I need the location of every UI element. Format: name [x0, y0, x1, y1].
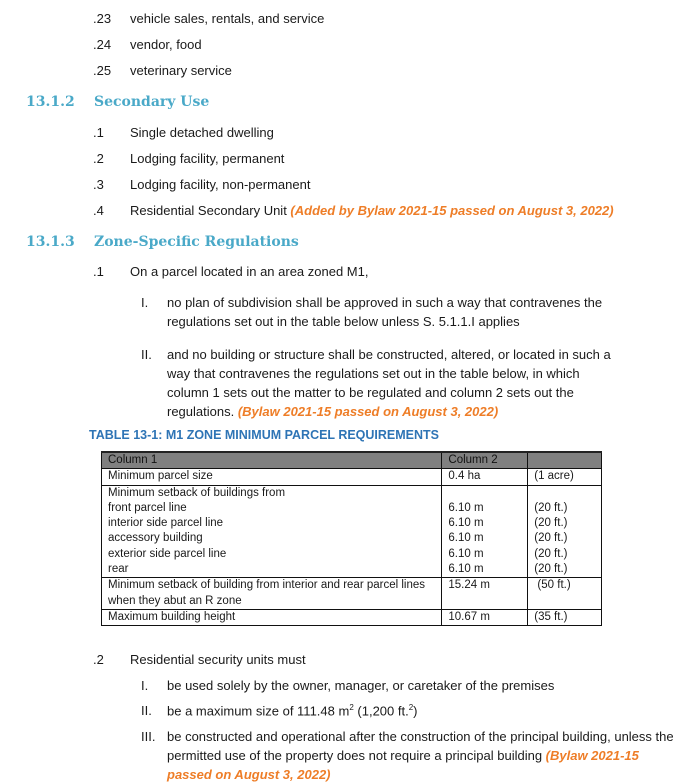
table-row [102, 485, 602, 501]
clause-text: On a parcel located in an area zoned M1, [130, 264, 369, 279]
column-header: Column 1 [102, 452, 442, 469]
roman-numeral: II. [141, 347, 152, 362]
table-row [102, 562, 602, 578]
table-row [102, 578, 602, 610]
list-number: .25 [93, 63, 112, 78]
list-item: veterinary service [130, 63, 232, 78]
sub-clause-body: and no building or structure shall be constructed, altered, or located in such a way that contravenes the regulations set out in the table below, in which column 1 sets out the matter to be regulated and column 2 sets out the regulations. [167, 347, 611, 419]
sub-clause-text [167, 345, 612, 421]
size-metric: be a maximum size of 111.48 m [167, 703, 350, 719]
section-number: 13.1.2 [26, 94, 75, 110]
list-item: Lodging facility, permanent [130, 151, 285, 166]
metric-value: 15.24 m [442, 578, 528, 610]
list-item [130, 203, 614, 218]
amendment-note: (Bylaw 2021-15 passed on August 3, 2022) [237, 404, 499, 419]
section-number: 13.1.3 [26, 234, 75, 250]
column-header: Column 2 [442, 452, 528, 469]
section-title: Zone-Specific Regulations [94, 234, 299, 250]
row-label: Minimum setback of buildings from [102, 485, 442, 501]
roman-numeral: I. [141, 678, 149, 693]
parcel-requirements-table [101, 451, 602, 626]
item-text: Residential Secondary Unit [130, 203, 291, 218]
metric-value: 0.4 ha [442, 469, 528, 485]
sub-clause-text [167, 703, 418, 718]
column-header-blank [528, 452, 602, 469]
imperial-value: (20 ft.) [528, 516, 602, 531]
table-row [102, 469, 602, 485]
table-header-row [102, 452, 602, 469]
clause-number: .2 [93, 652, 104, 667]
list-number: .2 [93, 151, 104, 166]
clause-text: Residential security units must [130, 652, 306, 667]
sub-clause-text: be used solely by the owner, manager, or caretaker of the premises [167, 678, 555, 693]
section-title: Secondary Use [94, 94, 210, 110]
amendment-note: (Added by Bylaw 2021-15 passed on August 3, 2022) [290, 203, 614, 218]
metric-value: 6.10 m [442, 547, 528, 562]
row-label: accessory building [102, 531, 442, 546]
metric-value: 6.10 m [442, 501, 528, 516]
amendment-note: (Bylaw 2021-15 passed on August 3, 2022) [167, 748, 639, 782]
imperial-value [528, 485, 602, 501]
list-item: Single detached dwelling [130, 125, 274, 140]
metric-value: 6.10 m [442, 516, 528, 531]
table-row [102, 609, 602, 625]
row-label: front parcel line [102, 501, 442, 516]
imperial-value: (20 ft.) [528, 562, 602, 578]
list-number: .4 [93, 203, 104, 218]
row-label: interior side parcel line [102, 516, 442, 531]
imperial-value: (1 acre) [528, 469, 602, 485]
row-label: Maximum building height [102, 609, 442, 625]
list-number: .3 [93, 177, 104, 192]
metric-value: 6.10 m [442, 531, 528, 546]
imperial-value: (50 ft.) [528, 578, 602, 610]
metric-value: 6.10 m [442, 562, 528, 578]
superscript: 2 [349, 703, 354, 712]
row-label: rear [102, 562, 442, 578]
table-title: TABLE 13-1: M1 ZONE MINIMUM PARCEL REQUIREMENTS [89, 428, 440, 442]
size-imperial: (1,200 ft. [353, 703, 409, 719]
table-row [102, 516, 602, 531]
list-item: vehicle sales, rentals, and service [130, 11, 325, 26]
sub-clause-text [167, 727, 687, 784]
imperial-value: (20 ft.) [528, 501, 602, 516]
list-number: .1 [93, 125, 104, 140]
metric-value: 10.67 m [442, 609, 528, 625]
imperial-value: (20 ft.) [528, 531, 602, 546]
closing-paren: ) [413, 703, 418, 719]
roman-numeral: II. [141, 703, 152, 718]
row-label: exterior side parcel line [102, 547, 442, 562]
imperial-value: (20 ft.) [528, 547, 602, 562]
roman-numeral: I. [141, 295, 149, 310]
table-row [102, 501, 602, 516]
list-number: .23 [93, 11, 112, 26]
imperial-value: (35 ft.) [528, 609, 602, 625]
list-item: Lodging facility, non-permanent [130, 177, 311, 192]
sub-clause-body: be constructed and operational after the construction of the principal building, unless the permitted use of the property does not require a principal building [167, 729, 674, 763]
superscript: 2 [408, 703, 414, 712]
table-row [102, 547, 602, 562]
list-number: .24 [93, 37, 112, 52]
metric-value [442, 485, 528, 501]
list-item: vendor, food [130, 37, 202, 52]
sub-clause-text: no plan of subdivision shall be approved in such a way that contravenes the regulations set out in the table below unless S. 5.1.1.I applies [167, 295, 603, 329]
table-row [102, 531, 602, 546]
row-label: Minimum setback of building from interior and rear parcel lines when they abut an R zone [102, 578, 442, 610]
clause-number: .1 [93, 264, 104, 279]
row-label: Minimum parcel size [102, 469, 442, 485]
roman-numeral: III. [141, 729, 156, 744]
